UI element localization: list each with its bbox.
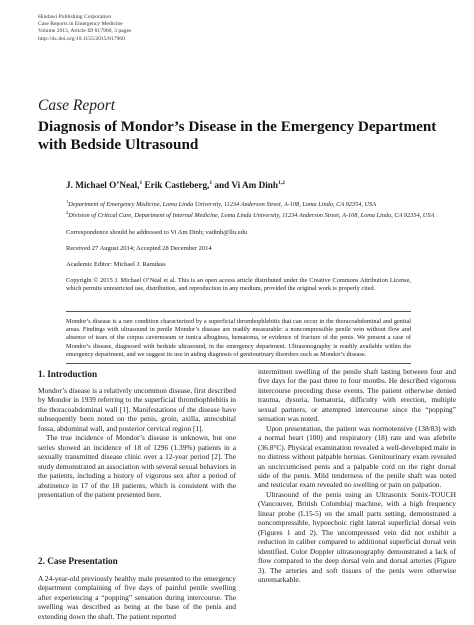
affiliation-marker: 1 bbox=[66, 199, 69, 204]
paragraph: Ultrasound of the penis using an Ultrasonix Sonix-TOUCH (Vancouver, British Columbia) machine, with a high frequency linear probe (L15-5) on the small parts setting, demonstrated a noncompressible, hypoechoic right lateral superficial dorsal vein (Figures 1 and 2). The uncompressed vein did not exhibit a reduction in caliber compared to additional superficial dorsal vein identified. Color Doppler ultrasonography demonstrated a lack of flow compared to the deep dorsal vein and dorsal arteries (Figure 3). The arteries and soft tissues of the penis were otherwise unremarkable. bbox=[258, 489, 456, 584]
divider bbox=[66, 311, 411, 312]
section-heading-introduction: 1. Introduction bbox=[38, 369, 98, 379]
introduction-body bbox=[38, 386, 236, 499]
affiliation-item bbox=[66, 209, 446, 220]
publisher-line: Hindawi Publishing Corporation bbox=[38, 14, 112, 20]
journal-header bbox=[38, 14, 131, 43]
author-name[interactable]: Erik Castleberg, bbox=[144, 180, 210, 191]
author-affil-marker: 1 bbox=[139, 180, 143, 186]
paragraph: Mondor’s disease is a relatively uncommon disease, first described by Mondor in 1939 referring to the superficial thrombophlebitis in the thoracoabdominal wall [1]. Manifestations of the disease have subsequently been noted on the penis, groin, axilla, antecubital fossa, abdominal wall, and posterior cervical region [1]. bbox=[38, 386, 236, 433]
article-type: Case Report bbox=[38, 97, 116, 114]
paragraph: The true incidence of Mondor’s disease is unknown, but one series showed an incidence of 18 of 1296 (1.39%) patients in a sexually transmitted disease clinic over a 12-year period [2]. The study demonstrated an association with several sexual behaviors in the patients, including a history of vigorous sex after a period of abstinence in 17 of the 18 patients, which is consistent with the presentation of the patient presented here. bbox=[38, 433, 236, 499]
section-heading-case-presentation: 2. Case Presentation bbox=[38, 556, 118, 566]
paragraph: A 24-year-old previously healthy male presented to the emergency department complaining of five days of painful penile swelling after experiencing a “popping” sensation during intercourse. The swelling was described as being at the base of the penis and extending down the shaft. The patient reported bbox=[38, 574, 236, 621]
author-name[interactable]: J. Michael O’Neal, bbox=[66, 180, 140, 191]
affiliation-text: Division of Critical Care, Department of Internal Medicine, Loma Linda University, 11234 Anderson Street, A-108, Loma Linda, CA 92354, USA bbox=[68, 212, 435, 220]
article-title: Diagnosis of Mondor’s Disease in the Emergency Department with Bedside Ultrasound bbox=[38, 118, 437, 153]
author-affil-marker: 1 bbox=[209, 180, 213, 186]
author-list bbox=[66, 180, 285, 190]
author-name[interactable]: and Vi Am Dinh bbox=[214, 180, 278, 191]
case-body bbox=[38, 574, 236, 621]
paragraph: Upon presentation, the patient was normotensive (138/83) with a normal heart (100) and respiratory (18) rate and was afebrile (36.8°C). Physical examination revealed a well-developed male in no distress without palpable hernias. Genitourinary exam revealed an uncircumcised penis and a palpable cord on the right dorsal side of the penis. Mild tenderness of the penile shaft was noted and testicular exam revealed no swelling or pain on palpation. bbox=[258, 423, 456, 490]
right-column-body bbox=[258, 367, 456, 584]
received-dates: Received 27 August 2014; Accepted 28 December 2014 bbox=[66, 245, 212, 252]
copyright-notice: Copyright © 2015 J. Michael O’Neal et al. This is an open access article distributed under the Creative Commons Attribution License, which permits unrestricted use, distribution, and reproduction in any medium, provided the original work is properly cited. bbox=[66, 277, 411, 293]
author-affil-marker: 1,2 bbox=[277, 180, 285, 186]
correspondence[interactable]: Correspondence should be addressed to Vi Am Dinh; vadinh@llu.edu bbox=[66, 229, 248, 236]
affiliation-item bbox=[66, 198, 446, 209]
journal-name-line: Case Reports in Emergency Medicine bbox=[38, 21, 123, 28]
doi-line[interactable]: http://dx.doi.org/10.1155/2015/817960 bbox=[38, 35, 125, 42]
abstract: Mondor’s disease is a rare condition characterized by a superficial thrombophlebitis that can occur in the thoracoabdominal and genital areas. Findings with ultrasound in penile Mondor’s disease are readily measurable: a noncompressible penile vein without flow and absence of tears of the corpus cavernosum or tunica albuginea, hematoma, or evidence of fracture of the penis. We present a case of Mondor’s disease, diagnosed with bedside ultrasound, in the emergency department. Ultrasonography is readily available within the emergency department, and we suggest its use in aiding diagnosis of genitourinary disorders such as Mondor’s disease. bbox=[66, 318, 411, 358]
academic-editor: Academic Editor: Michael J. Ramdass bbox=[66, 261, 166, 268]
affiliation-text: Department of Emergency Medicine, Loma Linda University, 11234 Anderson Street, A-108, Loma Linda, CA 92354, USA bbox=[68, 201, 377, 209]
affiliation-marker: 2 bbox=[66, 210, 69, 216]
paragraph: intermittent swelling of the penile shaft lasting between four and five days for the past three to four months. He described vigorous intercourse preceding these events. The patient otherwise denied trauma, dysuria, hematuria, difficulty with erection, multiple sexual partners, or attempted intercourse since the “popping” sensation was noted. bbox=[258, 367, 456, 424]
volume-line: Volume 2015, Article ID 817960, 3 pages bbox=[38, 28, 132, 35]
affiliations bbox=[66, 198, 446, 221]
divider bbox=[66, 363, 411, 364]
